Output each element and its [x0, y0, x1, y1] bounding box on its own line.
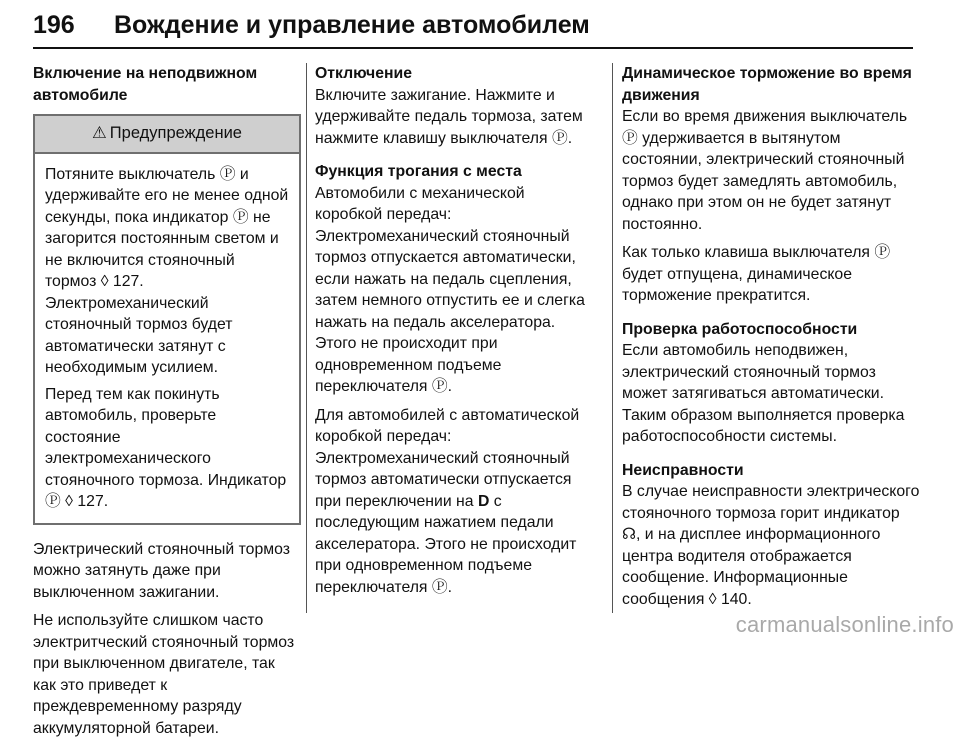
warning-title [35, 116, 299, 154]
header-rule [33, 47, 913, 49]
section-heading-function-check: Проверка работоспособности [622, 320, 858, 338]
page-number: 196 [33, 11, 75, 39]
paragraph-faults: В случае неисправности электрического стояночного тормоза горит индикатор ☊, и на дисплее информационного центра водителя отображается сообщение. Информационные сообщения ◊ 140. [622, 483, 920, 608]
column-divider-1 [306, 63, 307, 613]
page-header [33, 11, 913, 51]
paragraph-manual-gearbox: Автомобили с механической коробкой передач: Электромеханический стояночный тормоз отпускается автоматически, если нажать на педаль сцепления, затем немного отпустить ее и слегка нажать на педаль акселератора. Этого не происходит при одновременном подъеме переключателя Ⓟ. [315, 184, 585, 395]
warning-icon: ⚠ [92, 124, 107, 142]
gear-d-label: D [477, 492, 490, 510]
warning-body [35, 154, 299, 523]
warning-paragraph-1: Потяните выключатель Ⓟ и удерживайте его не менее одной секунды, пока индикатор Ⓟ не загорится постоянным светом и не включится стояночный тормоз ◊ 127. Электромеханический стояночный тормоз будет автоматически затянут с необходимым усилием. [45, 165, 289, 376]
paragraph-dynamic-braking: Если во время движения выключатель Ⓟ удерживается в вытянутом состоянии, электрический стояночный тормоз будет замедлять автомобиль, однако при этом он не будет затянут постоянно. [622, 108, 908, 233]
watermark: carmanualsonline.info [735, 612, 954, 637]
section-heading-faults: Неисправности [622, 461, 744, 479]
warning-title-text: Предупреждение [109, 124, 242, 142]
page-title: Вождение и управление автомобилем [114, 11, 590, 39]
column-left [33, 63, 301, 746]
warning-paragraph-2: Перед тем как покинуть автомобиль, проверьте состояние электромеханического стояночного тормоза. Индикатор Ⓟ ◊ 127. [45, 385, 287, 510]
paragraph-release: Включите зажигание. Нажмите и удерживайте педаль тормоза, затем нажмите клавишу выключателя Ⓟ. [315, 86, 583, 147]
warning-box [33, 114, 301, 525]
section-heading-release: Отключение [315, 65, 413, 82]
section-heading-dynamic-braking: Динамическое торможение во время движения [622, 65, 912, 104]
paragraph-dynamic-braking-stop: Как только клавиша выключателя Ⓟ будет отпущена, динамическое торможение прекратится. [622, 244, 891, 304]
section-heading-drive-away: Функция трогания с места [315, 163, 522, 180]
paragraph-automatic-gearbox: Для автомобилей с автоматической коробкой передач: Электромеханический стояночный тормоз автоматически отпускается при переключении на D с последующим нажатием педали акселератора. Этого не происходит при одновременном подъеме переключателя Ⓟ. [315, 406, 580, 596]
column-right [622, 63, 922, 617]
section-heading-stationary: Включение на неподвижном автомобиле [33, 65, 258, 104]
column-middle [315, 63, 595, 605]
paragraph-ignition-off: Электрический стояночный тормоз можно затянуть даже при выключенном зажигании. [33, 540, 290, 601]
column-divider-2 [612, 63, 613, 613]
paragraph-battery-note: Не используйте слишком часто электритческий стояночный тормоз при выключенном двигателе, так как это приведет к преждевременному разряду аккумуляторной батареи. [33, 612, 295, 737]
paragraph-function-check: Если автомобиль неподвижен, электрический стояночный тормоз может затягиваться автоматически. Таким образом выполняется проверка работоспособности системы. [622, 342, 905, 445]
